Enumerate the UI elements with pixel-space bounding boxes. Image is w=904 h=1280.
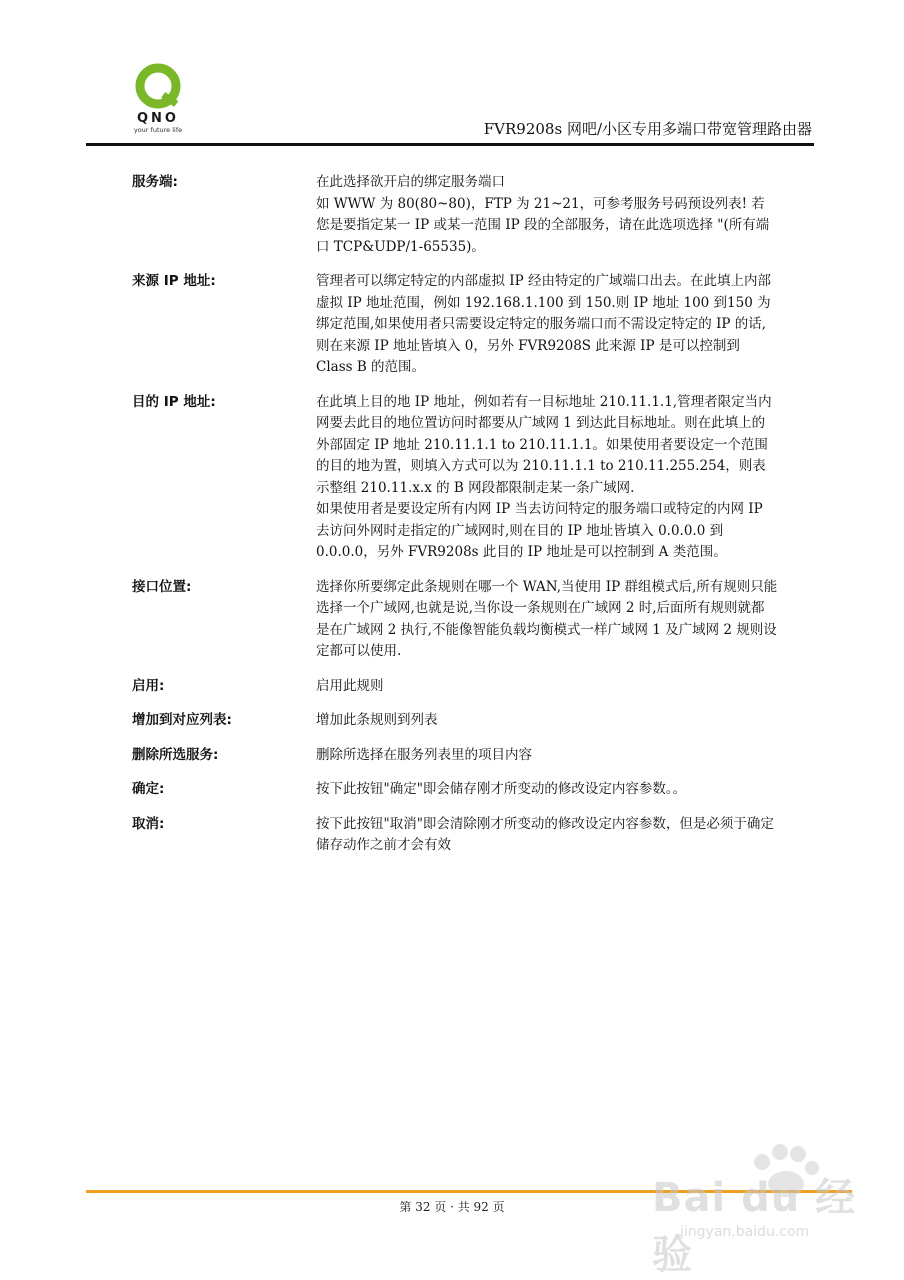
description-line: 按下此按钮"取消"即会清除刚才所变动的修改设定内容参数，但是必须于确定 储存动作之前才会有效 xyxy=(316,815,774,853)
document-header-title: FVR9208s 网吧/小区专用多端口带宽管理路由器 xyxy=(483,120,812,138)
page-number: 第 32 页 · 共 92 页 xyxy=(399,1200,505,1214)
entry-destination-ip xyxy=(132,392,782,564)
entry-description xyxy=(316,814,778,857)
entry-description xyxy=(316,577,778,663)
entry-description xyxy=(316,392,778,564)
entry-enable xyxy=(132,676,782,698)
description-line: 如果使用者是要设定所有内网 IP 当去访问特定的服务端口或特定的内网 IP 去访问外网时走指定的广域网时,则在目的 IP 地址皆填入 0.0.0.0 到 0.0.0.0，另外 FVR9208s 此目的 IP 地址是可以控制到 A 类范围。 xyxy=(316,501,763,560)
entry-description xyxy=(316,745,778,767)
entry-description xyxy=(316,172,778,258)
description-line: 按下此按钮"确定"即会储存刚才所变动的修改设定内容参数。。 xyxy=(316,781,687,797)
watermark-url: jingyan.baidu.com xyxy=(680,1224,810,1240)
definition-list xyxy=(132,172,782,870)
entry-interface xyxy=(132,577,782,663)
logo-text: QNO xyxy=(137,111,179,126)
entry-description xyxy=(316,676,778,698)
entry-term: 来源 IP 地址: xyxy=(132,273,216,289)
entry-term: 目的 IP 地址: xyxy=(132,393,216,410)
entry-add-to-list xyxy=(132,710,782,732)
entry-term: 确定: xyxy=(132,781,165,797)
entry-term: 接口位置: xyxy=(132,578,192,595)
description-line: 删除所选择在服务列表里的项目内容 xyxy=(316,746,532,763)
logo-tagline: your future life xyxy=(133,126,183,134)
description-line: 在此填上目的地 IP 地址，例如若有一目标地址 210.11.1.1,管理者限定当内网要去此目的地位置访问时都要从广域网 1 到达此目标地址。则在此填上的外部固定 IP 地址 210.11.1.1 to 210.11.1.1。如果使用者要设定一个范围的目的地为置，则填入方式可以为 210.11.1.1 to 210.11.255.254，则表示整组 210.11.x.x 的 B 网段都限制走某一条广域网. xyxy=(316,393,772,496)
entry-term: 取消: xyxy=(132,815,165,832)
entry-description xyxy=(316,271,778,379)
baidu-watermark xyxy=(640,1140,890,1278)
entry-term: 删除所选服务: xyxy=(132,746,219,763)
description-line: 选择你所要绑定此条规则在哪一个 WAN,当使用 IP 群组模式后,所有规则只能选择一个广域网,也就是说,当你设一条规则在广域网 2 时,后面所有规则就都是在广域网 2 执行,不能像智能负载均衡模式一样广域网 1 及广域网 2 规则设定都可以使用. xyxy=(316,578,778,659)
entry-term: 启用: xyxy=(132,677,165,694)
qno-logo xyxy=(118,62,198,134)
description-line: 在此选择欲开启的绑定服务端口 xyxy=(316,174,505,190)
description-line: 增加此条规则到列表 xyxy=(316,712,438,728)
entry-description xyxy=(316,779,778,801)
entry-term: 服务端: xyxy=(132,174,178,190)
entry-term: 增加到对应列表: xyxy=(132,712,232,728)
entry-source-ip xyxy=(132,271,782,379)
entry-service-port xyxy=(132,172,782,258)
entry-description xyxy=(316,710,778,732)
entry-cancel xyxy=(132,814,782,857)
description-line: 启用此规则 xyxy=(316,677,384,694)
entry-confirm xyxy=(132,779,782,801)
description-line: 如 WWW 为 80(80~80)，FTP 为 21~21，可参考服务号码预设列表! 若您是要指定某一 IP 或某一范围 IP 段的全部服务，请在此选项选择 "(所有端口 TCP&UDP/1-65535)。 xyxy=(316,195,770,255)
description-line: 管理者可以绑定特定的内部虚拟 IP 经由特定的广域端口出去。在此填上内部虚拟 IP 地址范围，例如 192.168.1.100 到 150.则 IP 地址 100 到150 为绑定范围,如果使用者只需要设定特定的服务端口而不需设定特定的 IP 的话,则在来源 IP 地址皆填入 0，另外 FVR9208S 此来源 IP 是可以控制到 Class B 的范围。 xyxy=(316,273,771,375)
header-divider xyxy=(86,143,814,146)
watermark-brand: Bai du 经验 xyxy=(652,1175,857,1278)
entry-delete-selected xyxy=(132,745,782,767)
